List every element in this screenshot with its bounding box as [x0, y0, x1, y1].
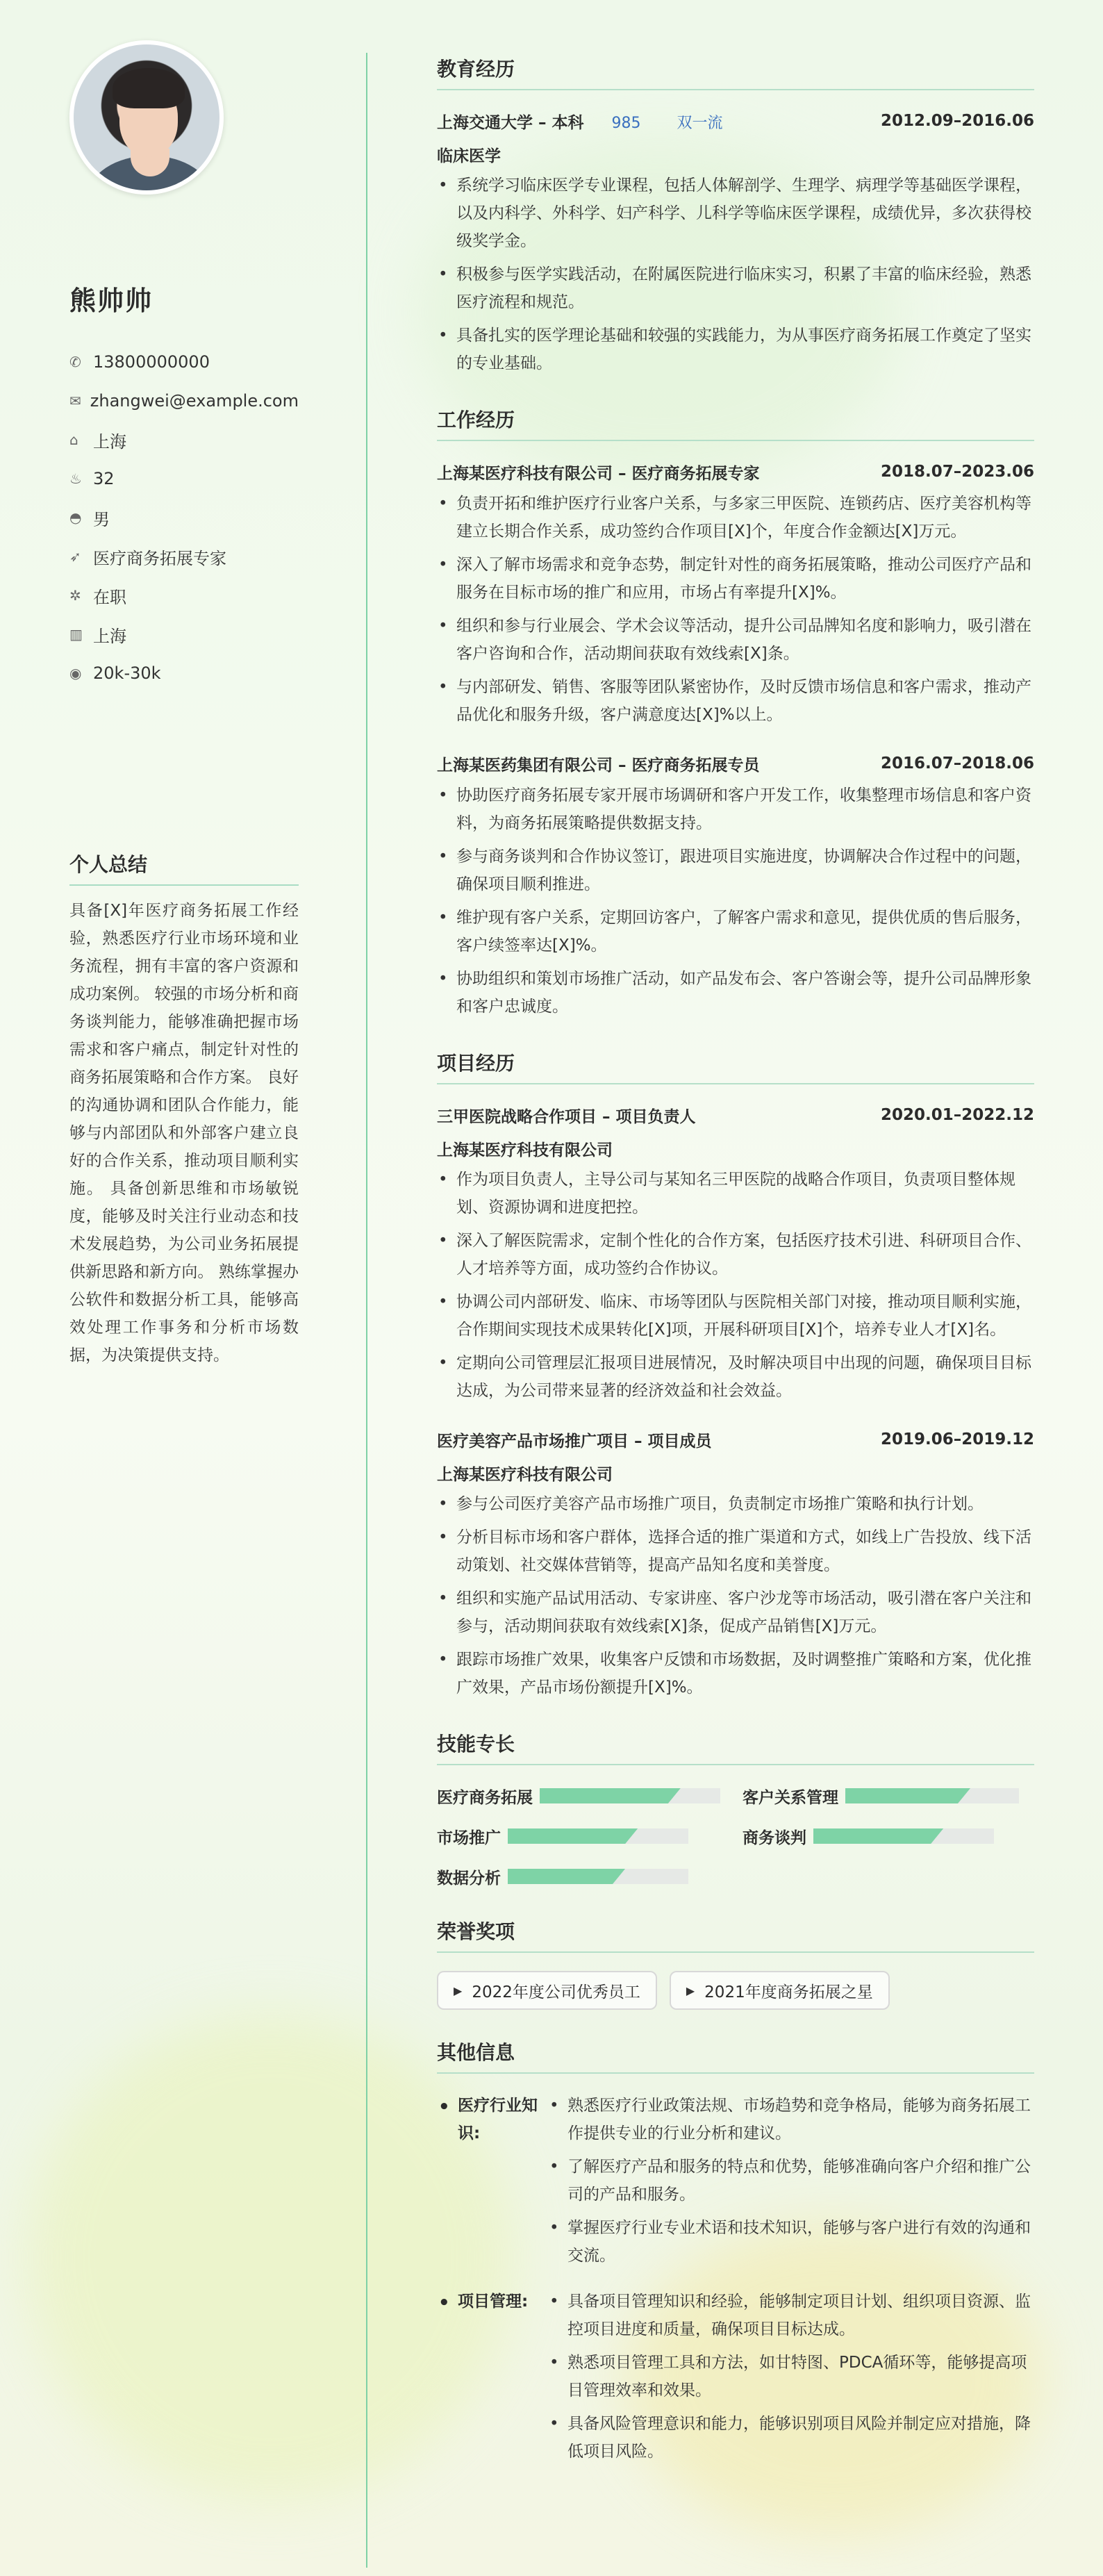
education-head	[437, 108, 1034, 133]
bullet-item: • 熟悉项目管理工具和方法，如甘特图、PDCA循环等，能够提高项目管理效率和效果。	[548, 2349, 1034, 2404]
skill-bar	[845, 1788, 1019, 1803]
other-bullets	[548, 2288, 1034, 2471]
work-section	[437, 405, 1034, 1021]
contact-row	[69, 615, 299, 654]
awards-list	[437, 1971, 1034, 2010]
project-entry	[437, 1103, 1034, 1405]
skill-bar-fill	[508, 1869, 625, 1884]
other-section	[437, 2038, 1034, 2471]
bullet-item: • 作为项目负责人，主导公司与某知名三甲医院的战略合作项目，负责项目整体规划、资源协调和进度把控。	[437, 1166, 1034, 1221]
education-bullets	[437, 172, 1034, 377]
school-tag: 985	[611, 114, 641, 132]
work-company-role: 上海某医药集团有限公司 – 医疗商务拓展专员	[437, 756, 760, 775]
contact-row	[69, 576, 299, 615]
contact-row	[69, 537, 299, 576]
status-icon: ✲	[69, 587, 81, 604]
skill-name: 市场推广	[437, 1828, 501, 1847]
skills-grid	[437, 1783, 1034, 1889]
project-entry	[437, 1427, 1034, 1701]
avatar	[69, 40, 224, 195]
project-name-role: 医疗美容产品市场推广项目 – 项目成员	[437, 1432, 712, 1451]
skill-item	[743, 1783, 1034, 1808]
contact-text: 医疗商务拓展专家	[93, 548, 226, 568]
contact-info-list	[69, 342, 299, 693]
bullet-item: • 深入了解市场需求和竞争态势，制定针对性的商务拓展策略，推动公司医疗产品和服务在目标市场的推广和应用，市场占有率提升[X]%。	[437, 551, 1034, 606]
summary-text: 具备[X]年医疗商务拓展工作经验，熟悉医疗行业市场环境和业务流程，拥有丰富的客户资源和成功案例。 较强的市场分析和商务谈判能力，能够准确把握市场需求和客户痛点，制定针对性的商务拓展策略和合作方案。 良好的沟通协调和团队合作能力，能够与内部团队和外部客户建立良好的合作关系，推动项目顺利实施。 具备创新思维和市场敏锐度，能够及时关注行业动态和技术发展趋势，为公司业务拓展提供新思路和新方向。 熟练掌握办公软件和数据分析工具，能够高效处理工作事务和分析市场数据，为决策提供支持。	[69, 902, 299, 1364]
contact-text: 在职	[93, 587, 126, 607]
honors-section	[437, 1917, 1034, 2010]
skill-item	[437, 1824, 743, 1849]
work-title: 工作经历	[437, 405, 1034, 441]
gender-icon: ◓	[69, 509, 82, 526]
skill-bar	[508, 1869, 688, 1884]
other-title: 其他信息	[437, 2038, 1034, 2074]
project-head	[437, 1427, 1034, 1452]
skills-section	[437, 1729, 1034, 1889]
contact-row	[69, 459, 299, 498]
bullet-item: • 了解医疗产品和服务的特点和优势，能够准确向客户介绍和推广公司的产品和服务。	[548, 2153, 1034, 2208]
building-icon: ▥	[69, 626, 83, 643]
other-group-label: • 项目管理:	[437, 2288, 548, 2471]
skill-bar-fill	[845, 1788, 970, 1803]
bullet-item: • 维护现有客户关系，定期回访客户，了解客户需求和意见，提供优质的售后服务，客户续签率达[X]%。	[437, 904, 1034, 959]
bullet-item: • 定期向公司管理层汇报项目进展情况，及时解决项目中出现的问题，确保项目目标达成，为公司带来显著的经济效益和社会效益。	[437, 1349, 1034, 1405]
skill-item	[437, 1864, 743, 1889]
contact-row	[69, 381, 299, 420]
award-badge	[670, 1971, 890, 2010]
right-column	[437, 54, 1034, 2499]
bullet-item: • 具备扎实的医学理论基础和较强的实践能力，为从事医疗商务拓展工作奠定了坚实的专业基础。	[437, 322, 1034, 377]
work-head	[437, 459, 1034, 484]
play-triangle-icon: ▶	[454, 1983, 463, 1997]
education-major: 临床医学	[437, 147, 501, 165]
skill-name: 商务谈判	[743, 1828, 806, 1847]
skill-name: 数据分析	[437, 1869, 501, 1888]
column-divider	[366, 53, 367, 2568]
bullet-item: • 掌握医疗行业专业术语和技术知识，能够与客户进行有效的沟通和交流。	[548, 2214, 1034, 2270]
project-date: 2019.06–2019.12	[880, 1430, 1034, 1448]
bullet-item: • 组织和实施产品试用活动、专家讲座、客户沙龙等市场活动，吸引潜在客户关注和参与，活动期间获取有效线索[X]条，促成产品销售[X]万元。	[437, 1585, 1034, 1640]
bullet-item: • 组织和参与行业展会、学术会议等活动，提升公司品牌知名度和影响力，吸引潜在客户咨询和合作，活动期间获取有效线索[X]条。	[437, 612, 1034, 668]
bullet-item: • 分析目标市场和客户群体，选择合适的推广渠道和方式，如线上广告投放、线下活动策划、社交媒体营销等，提高产品知名度和美誉度。	[437, 1524, 1034, 1579]
honors-title: 荣誉奖项	[437, 1917, 1034, 1953]
project-section	[437, 1048, 1034, 1701]
project-entries	[437, 1103, 1034, 1701]
work-bullets	[437, 782, 1034, 1021]
bullet-item: • 熟悉医疗行业政策法规、市场趋势和竞争格局，能够为商务拓展工作提供专业的行业分析和建议。	[548, 2092, 1034, 2147]
contact-row	[69, 420, 299, 459]
contact-text: 13800000000	[93, 352, 210, 372]
skill-bar-fill	[813, 1828, 943, 1844]
age-icon: ♨	[69, 470, 82, 487]
other-group	[437, 2288, 1034, 2471]
work-date: 2018.07–2023.06	[880, 463, 1034, 481]
skill-bar-fill	[540, 1788, 681, 1803]
work-bullets	[437, 490, 1034, 729]
project-bullets	[437, 1166, 1034, 1405]
work-entries	[437, 459, 1034, 1021]
money-icon: ◉	[69, 665, 82, 682]
bullet-item: • 深入了解医院需求，定制个性化的合作方案，包括医疗技术引进、科研项目合作、人才培养等方面，成功签约合作协议。	[437, 1227, 1034, 1282]
contact-row	[69, 498, 299, 537]
contact-text: 32	[93, 469, 115, 488]
skill-bar	[508, 1828, 688, 1844]
project-title: 项目经历	[437, 1048, 1034, 1084]
work-head	[437, 751, 1034, 776]
mail-icon: ✉	[69, 393, 81, 409]
summary-section	[69, 850, 299, 1369]
bullet-item: • 系统学习临床医学专业课程，包括人体解剖学、生理学、病理学等基础医学课程，以及内科学、外科学、妇产科学、儿科学等临床医学课程，成绩优异，多次获得校级奖学金。	[437, 172, 1034, 255]
summary-title: 个人总结	[69, 850, 299, 886]
skill-bar-fill	[508, 1828, 638, 1844]
other-bullets	[548, 2092, 1034, 2275]
home-icon: ⌂	[69, 431, 78, 448]
work-company-role: 上海某医疗科技有限公司 – 医疗商务拓展专家	[437, 464, 760, 483]
contact-text: 上海	[93, 431, 126, 452]
bullet-item: • 负责开拓和维护医疗行业客户关系，与多家三甲医院、连锁药店、医疗美容机构等建立长期合作关系，成功签约合作项目[X]个，年度合作金额达[X]万元。	[437, 490, 1034, 545]
education-date: 2012.09–2016.06	[880, 112, 1034, 130]
bullet-item: • 具备风险管理意识和能力，能够识别项目风险并制定应对措施，降低项目风险。	[548, 2410, 1034, 2466]
bullet-item: • 跟踪市场推广效果，收集客户反馈和市场数据，及时调整推广策略和方案，优化推广效果，产品市场份额提升[X]%。	[437, 1646, 1034, 1701]
plane-icon: ➶	[69, 548, 81, 565]
bullet-item: • 与内部研发、销售、客服等团队紧密协作，及时反馈市场信息和客户需求，推动产品优化和服务升级，客户满意度达[X]%以上。	[437, 673, 1034, 729]
phone-icon: ✆	[69, 354, 81, 370]
other-groups	[437, 2092, 1034, 2471]
work-date: 2016.07–2018.06	[880, 754, 1034, 773]
award-badge	[437, 1971, 657, 2010]
contact-text: zhangwei@example.com	[90, 391, 299, 411]
contact-row	[69, 342, 299, 381]
contact-text: 上海	[93, 626, 126, 646]
work-entry	[437, 459, 1034, 729]
work-entry	[437, 751, 1034, 1021]
school-name: 上海交通大学 – 本科	[437, 113, 584, 132]
skill-item	[743, 1824, 1034, 1849]
bullet-item: • 参与商务谈判和合作协议签订，跟进项目实施进度，协调解决合作过程中的问题，确保项目顺利推进。	[437, 843, 1034, 898]
other-group	[437, 2092, 1034, 2275]
other-group-label: • 医疗行业知识:	[437, 2092, 548, 2275]
person-name: 熊帅帅	[69, 286, 154, 316]
skills-title: 技能专长	[437, 1729, 1034, 1765]
skill-item	[437, 1783, 743, 1808]
bullet-item: • 具备项目管理知识和经验，能够制定项目计划、组织项目资源、监控项目进度和质量，确保项目目标达成。	[548, 2288, 1034, 2343]
bullet-item: • 积极参与医学实践活动，在附属医院进行临床实习，积累了丰富的临床经验，熟悉医疗流程和规范。	[437, 261, 1034, 316]
project-company: 上海某医疗科技有限公司	[437, 1466, 613, 1484]
bullet-item: • 参与公司医疗美容产品市场推广项目，负责制定市场推广策略和执行计划。	[437, 1490, 1034, 1518]
project-date: 2020.01–2022.12	[880, 1106, 1034, 1124]
contact-text: 20k-30k	[93, 663, 161, 683]
education-section	[437, 54, 1034, 377]
project-name-role: 三甲医院战略合作项目 – 项目负责人	[437, 1107, 696, 1126]
project-bullets	[437, 1490, 1034, 1701]
school-tag: 双一流	[677, 114, 723, 132]
bullet-item: • 协调公司内部研发、临床、市场等团队与医院相关部门对接，推动项目顺利实施，合作期间实现技术成果转化[X]项，开展科研项目[X]个，培养专业人才[X]名。	[437, 1288, 1034, 1344]
bullet-item: • 协助组织和策划市场推广活动，如产品发布会、客户答谢会等，提升公司品牌形象和客户忠诚度。	[437, 965, 1034, 1021]
project-company: 上海某医疗科技有限公司	[437, 1141, 613, 1159]
left-column	[69, 40, 299, 1369]
education-entry	[437, 108, 1034, 377]
project-head	[437, 1103, 1034, 1128]
contact-row	[69, 654, 299, 693]
play-triangle-icon: ▶	[686, 1983, 695, 1997]
skill-name: 医疗商务拓展	[437, 1788, 533, 1807]
education-title: 教育经历	[437, 54, 1034, 90]
skill-name: 客户关系管理	[743, 1788, 838, 1807]
award-text: 2022年度公司优秀员工	[472, 1983, 640, 2001]
bullet-item: • 协助医疗商务拓展专家开展市场调研和客户开发工作，收集整理市场信息和客户资料，为商务拓展策略提供数据支持。	[437, 782, 1034, 837]
contact-text: 男	[93, 509, 110, 529]
skill-bar	[813, 1828, 994, 1844]
skill-bar	[540, 1788, 720, 1803]
award-text: 2021年度商务拓展之星	[704, 1983, 873, 2001]
